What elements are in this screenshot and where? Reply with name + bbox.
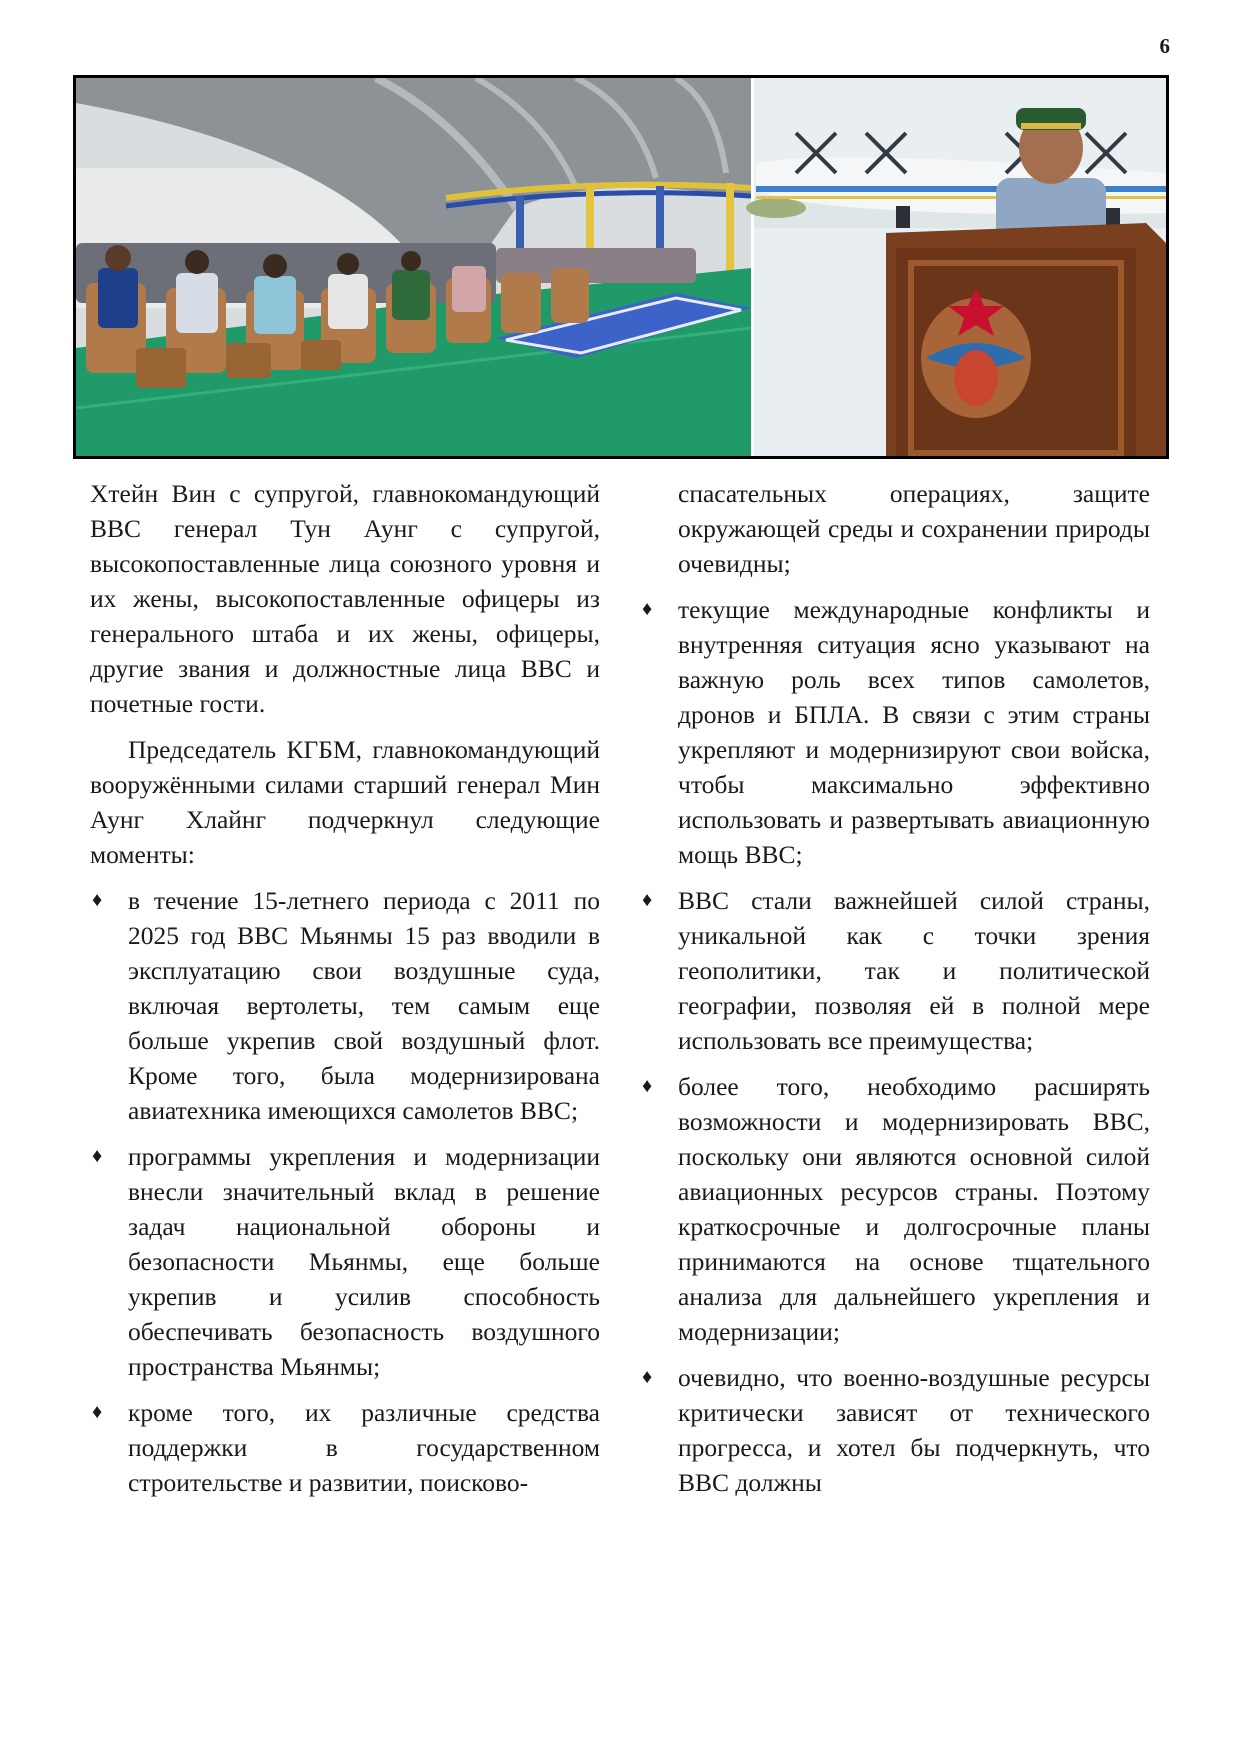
bullet-diamond-icon: ♦ (642, 598, 653, 620)
right-bullet-list (640, 592, 1150, 1500)
bullet-diamond-icon: ♦ (642, 1366, 653, 1388)
bullet-diamond-icon: ♦ (92, 889, 103, 911)
left-column (90, 476, 600, 1500)
left-bullet-list (90, 883, 600, 1500)
bullet-diamond-icon: ♦ (642, 889, 653, 911)
list-item: ♦ текущие международные конфликты и внутренняя ситуация ясно указывают на важную роль всех типов самолетов, дронов и БПЛА. В связи с этим страны укрепляют и модернизируют свои войска, чтобы максимально эффективно использовать и развертывать авиационную мощь ВВС; (640, 592, 1150, 872)
list-item: ♦ ВВС стали важнейшей силой страны, уникальной как с точки зрения геополитики, так и политической географии, позволяя ей в полной мере использовать все преимущества; (640, 883, 1150, 1058)
list-item: ♦ более того, необходимо расширять возможности и модернизировать ВВС, поскольку они являются основной силой авиационных ресурсов страны. Поэтому краткосрочные и долгосрочные планы принимаются на основе тщательного анализа для дальнейшего укрепления и модернизации; (640, 1069, 1150, 1349)
continued-bullet-text: спасательных операциях, защите окружающей среды и сохранении природы очевидны; (678, 479, 1150, 578)
page-number: 6 (1159, 34, 1170, 58)
list-item: ♦ программы укрепления и модернизации внесли значительный вклад в решение задач национальной обороны и безопасности Мьянмы, еще больше укрепив и усилив способность обеспечивать безопасность воздушного пространства Мьянмы; (90, 1139, 600, 1384)
photo-frame (73, 75, 1169, 459)
intro-paragraph: Хтейн Вин с супругой, главнокомандующий ВВС генерал Тун Аунг с супругой, высокопоставленные лица союзного уровня и их жены, высокопоставленные офицеры из генерального штаба и их жены, офицеры, другие звания и должностные лица ВВС и почетные гости. (90, 479, 600, 718)
list-item: ♦ кроме того, их различные средства поддержки в государственном строительстве и развитии, поисково- (90, 1395, 600, 1500)
bullet-diamond-icon: ♦ (92, 1145, 103, 1167)
speech-intro-paragraph: Председатель КГБМ, главнокомандующий вооружёнными силами старший генерал Мин Аунг Хлайнг подчеркнул следующие моменты: (90, 735, 600, 869)
list-item: ♦ в течение 15-летнего периода с 2011 по 2025 год ВВС Мьянмы 15 раз вводили в эксплуатацию свои воздушные суда, включая вертолеты, тем самым еще больше укрепив свой воздушный флот. Кроме того, была модернизирована авиатехника имеющихся самолетов ВВС; (90, 883, 600, 1128)
right-column (640, 476, 1150, 1500)
bullet-diamond-icon: ♦ (92, 1401, 103, 1423)
list-item: ♦ очевидно, что военно-воздушные ресурсы критически зависят от технического прогресса, и хотел бы подчеркнуть, что ВВС должны (640, 1360, 1150, 1500)
general-podium-speech-photo (746, 78, 1166, 456)
bullet-diamond-icon: ♦ (642, 1075, 653, 1097)
ceremony-audience-photo (76, 78, 751, 456)
